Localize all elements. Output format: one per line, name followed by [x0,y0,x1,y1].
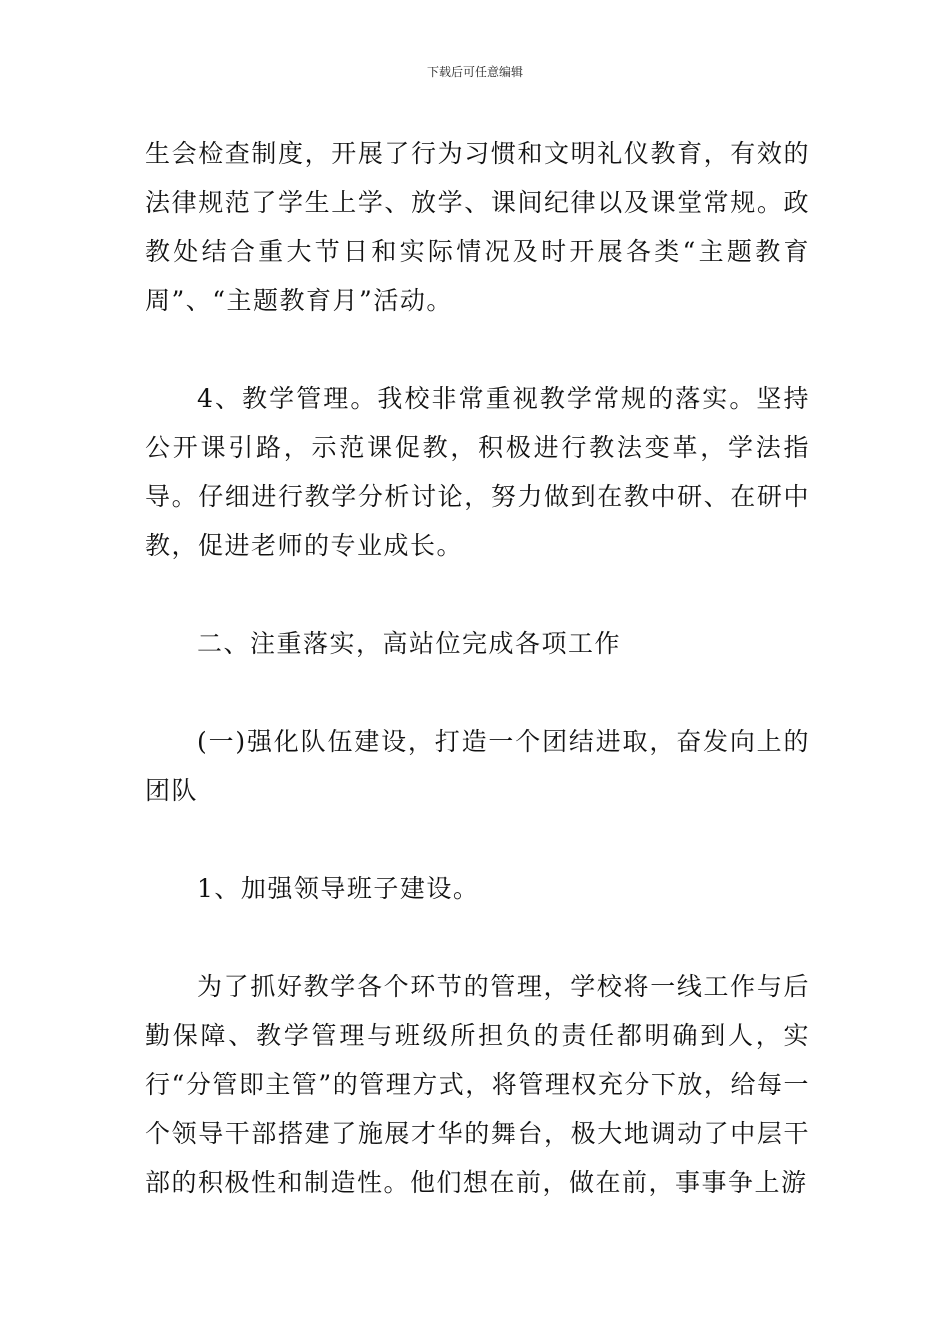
paragraph-leadership-management: 为了抓好教学各个环节的管理，学校将一线工作与后勤保障、教学管理与班级所担负的责任都明确到人，实行“分管即主管”的管理方式，将管理权充分下放，给每一个领导干部搭建了施展才华的舞台，极大地调动了中层干部的积极性和制造性。他们想在前，做在前，事事争上游 [145,972,810,1197]
document-body [145,129,810,1207]
heading-subsection-one: (一)强化队伍建设，打造一个团结进取，奋发向上的团队 [145,727,810,805]
paragraph-student-inspection: 生会检查制度，开展了行为习惯和文明礼仪教育，有效的法律规范了学生上学、放学、课间纪律以及课堂常规。政教处结合重大节日和实际情况及时开展各类“主题教育周”、“主题教育月”活动。 [145,139,810,315]
heading-section-two: 二、注重落实，高站位完成各项工作 [197,629,622,658]
paragraph-teaching-management: 4、教学管理。我校非常重视教学常规的落实。坚持公开课引路，示范课促教，积极进行教法变革，学法指导。仔细进行教学分析讨论，努力做到在教中研、在研中教，促进老师的专业成长。 [145,384,810,560]
heading-item-one: 1、加强领导班子建设。 [197,874,480,903]
page-header-note: 下载后可任意编辑 [426,65,523,79]
